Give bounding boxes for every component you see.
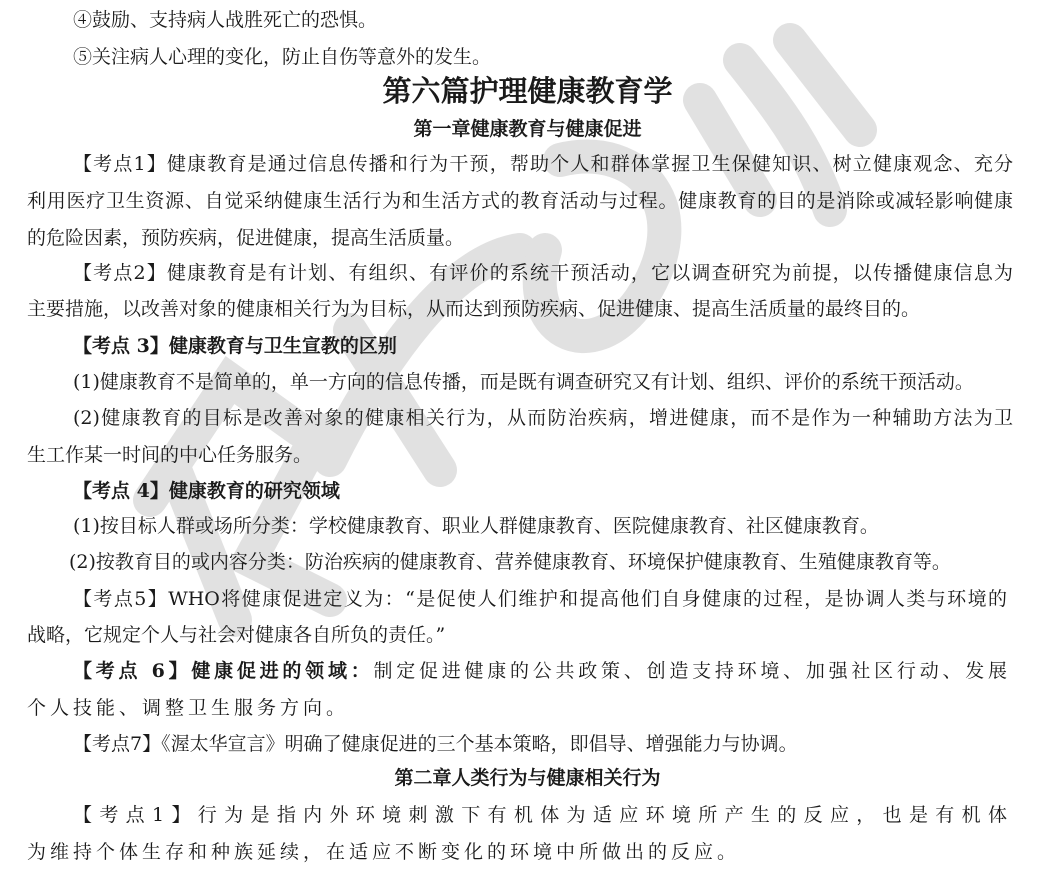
- kaodian-3-item-1: (1)健康教育不是简单的，单一方向的信息传播，而是既有调查研究又有计划、组织、评价的系统干预活动。: [73, 371, 974, 393]
- kaodian-5-line-2: 战略，它规定个人与社会对健康各自所负的责任。”: [27, 624, 446, 646]
- kaodian-4-item-1: (1)按目标人群或场所分类：学校健康教育、职业人群健康教育、医院健康教育、社区健康教育。: [73, 515, 879, 537]
- paragraph-text: 《渥太华宣言》明确了健康促进的三个基本策略，即倡导、增强能力与协调。: [161, 733, 798, 755]
- kaodian-tag: 【考点2】: [73, 262, 167, 284]
- kaodian-2-line-1: [73, 261, 1013, 285]
- chapter-2-title: 第二章人类行为与健康相关行为: [394, 767, 661, 789]
- chapter-2-kaodian-1-line-2: 为维持个体生存和种族延续，在适应不断变化的环境中所做出的反应。: [27, 841, 741, 863]
- kaodian-tag: 【考点1】: [73, 804, 198, 826]
- kaodian-tag: 【考点5】: [73, 588, 169, 610]
- kaodian-3-item-2-line-1: (2)健康教育的目标是改善对象的健康相关行为，从而防治疾病，增进健康，而不是作为一种辅助方法为卫: [73, 407, 1013, 429]
- kaodian-3-item-2-line-2: 生工作某一时间的中心任务服务。: [27, 444, 313, 466]
- list-item-psychology: ⑤关注病人心理的变化，防止自伤等意外的发生。: [73, 46, 492, 68]
- kaodian-tag: 【考点7】: [73, 733, 162, 755]
- kaodian-4-heading: [73, 479, 340, 503]
- kaodian-tag: 【考点1】: [73, 153, 167, 175]
- section-heading: 健康教育与卫生宣教的区别: [168, 335, 397, 357]
- kaodian-6-line-2: 个人技能、调整卫生服务方向。: [27, 697, 350, 719]
- kaodian-3-heading: [73, 334, 397, 358]
- paragraph-text: 行为是指内外环境刺激下有机体为适应环境所产生的反应，也是有机体: [197, 804, 1007, 826]
- kaodian-4-item-2: (2)按教育目的或内容分类：防治疾病的健康教育、营养健康教育、环境保护健康教育、生殖健康教育等。: [69, 551, 951, 573]
- chapter-2-kaodian-1-line-1: [73, 803, 1007, 827]
- kaodian-5-line-1: [73, 587, 1007, 611]
- section-heading: 健康促进的领域：: [191, 660, 374, 682]
- kaodian-1-line-1: [73, 152, 1013, 176]
- kaodian-7-line-1: [73, 732, 798, 756]
- kaodian-tag: 【考点 4】: [73, 480, 169, 502]
- list-item-encourage: ④鼓励、支持病人战胜死亡的恐惧。: [73, 9, 378, 31]
- kaodian-tag: 【考点 6】: [73, 660, 192, 682]
- part-title: 第六篇护理健康教育学: [382, 74, 673, 108]
- paragraph-text: WHO将健康促进定义为：“是促使人们维护和提高他们自身健康的过程，是协调人类与环境的: [168, 588, 1008, 610]
- kaodian-1-line-2: 利用医疗卫生资源、自觉采纳健康生活行为和生活方式的教育活动与过程。健康教育的目的是消除或减轻影响健康: [27, 190, 1013, 212]
- paragraph-text: 制定促进健康的公共政策、创造支持环境、加强社区行动、发展: [373, 660, 1007, 682]
- paragraph-text: 健康教育是通过信息传播和行为干预，帮助个人和群体掌握卫生保健知识、树立健康观念、充分: [166, 153, 1013, 175]
- section-heading: 健康教育的研究领域: [168, 480, 340, 502]
- kaodian-2-line-2: 主要措施，以改善对象的健康相关行为为目标，从而达到预防疾病、促进健康、提高生活质量的最终目的。: [27, 298, 921, 320]
- kaodian-1-line-3: 的危险因素，预防疾病，促进健康，提高生活质量。: [27, 227, 465, 249]
- chapter-1-title: 第一章健康教育与健康促进: [413, 118, 642, 140]
- kaodian-tag: 【考点 3】: [73, 335, 169, 357]
- kaodian-6-line-1: [73, 659, 1007, 683]
- paragraph-text: 健康教育是有计划、有组织、有评价的系统干预活动，它以调查研究为前提，以传播健康信息为: [166, 262, 1013, 284]
